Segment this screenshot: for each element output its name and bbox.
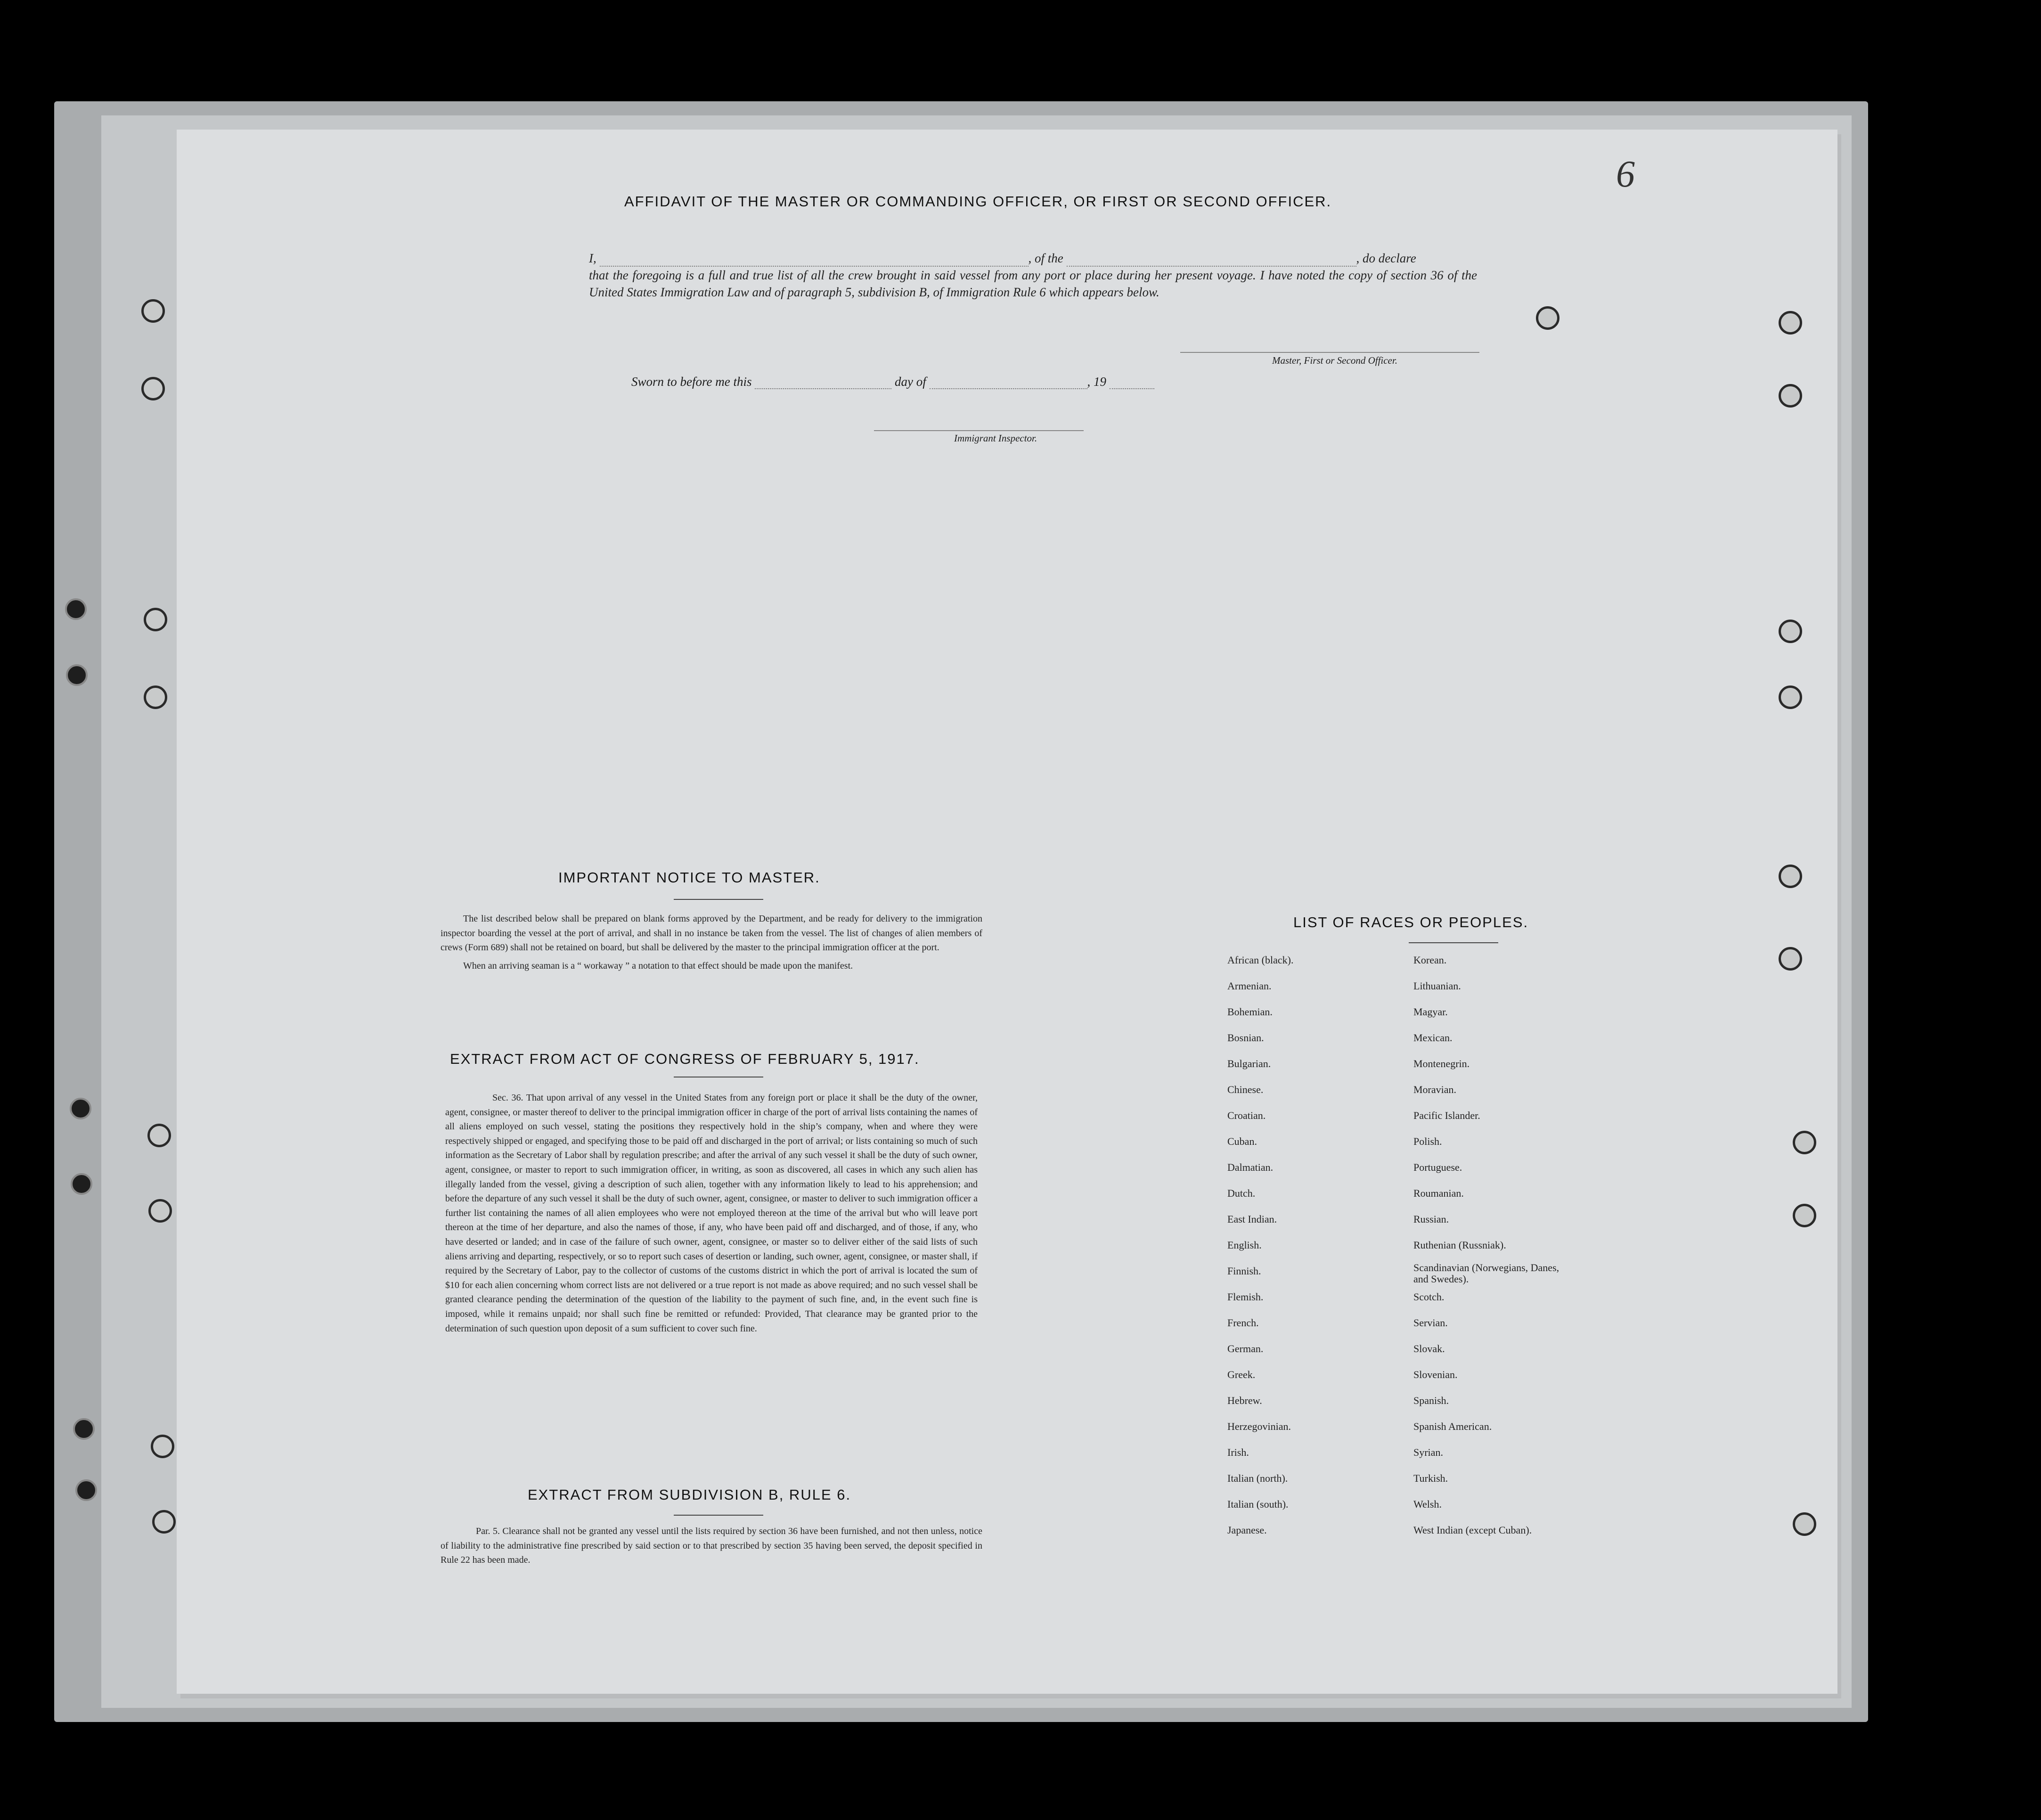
master-name-field[interactable] bbox=[600, 253, 1029, 267]
ring-hole bbox=[1793, 1131, 1816, 1154]
race-item: Irish. bbox=[1227, 1446, 1249, 1458]
act-extract-body bbox=[445, 1091, 978, 1339]
race-item: Turkish. bbox=[1413, 1472, 1448, 1484]
race-item: German. bbox=[1227, 1343, 1264, 1355]
sworn-line bbox=[631, 375, 1154, 389]
race-item: Montenegrin. bbox=[1413, 1058, 1470, 1069]
ring-hole bbox=[141, 299, 165, 323]
rule-extract-body bbox=[441, 1524, 982, 1571]
race-item: Polish. bbox=[1413, 1135, 1442, 1147]
race-item: English. bbox=[1227, 1239, 1262, 1251]
race-item: Herzegovinian. bbox=[1227, 1420, 1291, 1432]
race-item: Portuguese. bbox=[1413, 1161, 1462, 1173]
ring-hole bbox=[1779, 620, 1802, 643]
sworn-month-field[interactable] bbox=[930, 375, 1087, 389]
race-item: Bosnian. bbox=[1227, 1032, 1264, 1044]
race-item: Moravian. bbox=[1413, 1084, 1457, 1095]
affidavit-statement bbox=[589, 250, 1477, 301]
ring-hole bbox=[1779, 865, 1802, 888]
affidavit-title: AFFIDAVIT OF THE MASTER OR COMMANDING OFFICER, OR FIRST OR SECOND OFFICER. bbox=[624, 193, 1332, 210]
binder-hole bbox=[71, 1173, 92, 1195]
ring-hole bbox=[141, 377, 165, 400]
race-item: Spanish American. bbox=[1413, 1420, 1492, 1432]
race-item: African (black). bbox=[1227, 954, 1294, 966]
race-item: Greek. bbox=[1227, 1369, 1256, 1380]
year-prefix: , 19 bbox=[1087, 375, 1106, 389]
section-36-text: Sec. 36. That upon arrival of any vessel in the United States from any foreign port or place it shall be the duty of the owner, agent, consignee, or master thereof to deliver to the principal immigration officer in charge of the port of arrival lists containing the names of all aliens employed on such vessel, stating the positions they respectively hold in the ship’s company, when and where they were respectively shipped or engaged, and specifying those to be paid off and discharged in the port of arrival; or lists containing so much of such information as the Secretary of Labor shall by regulation prescribe; and after the arrival of any such vessel it shall be the duty of such owner, agent, consignee, or master to report to such immigration officer, in writing, as soon as discovered, all cases in which any such alien has illegally landed from the vessel, giving a description of such alien, together with any information likely to lead to his apprehension; and before the departure of any such vessel it shall be the duty of such owner, agent, consignee, or master to deliver to such immigration officer a further list containing the names of all alien employees who were not employed thereon at the time of the arrival but who will leave port thereon at the time of her departure, and also the names of those, if any, who have been paid off and discharged, and of those, if any, who have deserted or landed; and in case of the failure of such owner, agent, consignee, or master so to deliver either of the said lists of such aliens arriving and departing, respectively, or so to report such cases of desertion or landing, such owner, agent, consignee, or master shall, if required by the Secretary of Labor, pay to the collector of customs of the customs district in which the port of arrival is located the sum of $10 for each alien concerning whom correct lists are not delivered or a true report is not made as above required; and no such vessel shall be granted clearance pending the determination of the question of the liability to the payment of such fine, and, in the event such fine is imposed, while it remains unpaid; nor shall such fine be remitted or refunded: Provided, That clearance may be granted prior to the determination of such question upon deposit of a sum sufficient to cover such fine. bbox=[445, 1093, 978, 1334]
race-item: Flemish. bbox=[1227, 1291, 1264, 1303]
race-item: Armenian. bbox=[1227, 980, 1272, 992]
race-item: Korean. bbox=[1413, 954, 1447, 966]
binder-hole bbox=[70, 1098, 91, 1119]
ring-hole bbox=[1779, 686, 1802, 709]
race-item: Italian (south). bbox=[1227, 1498, 1289, 1510]
act-extract-title: EXTRACT FROM ACT OF CONGRESS OF FEBRUARY 5, 1917. bbox=[450, 1051, 920, 1067]
race-item: Bohemian. bbox=[1227, 1006, 1273, 1018]
binder-hole bbox=[75, 1479, 97, 1501]
vessel-name-field[interactable] bbox=[1067, 253, 1356, 267]
form-sheet bbox=[177, 130, 1837, 1694]
race-item: French. bbox=[1227, 1317, 1259, 1329]
ring-hole bbox=[1779, 384, 1802, 408]
race-item: Pacific Islander. bbox=[1413, 1110, 1480, 1121]
notice-paragraph-1: The list described below shall be prepared on blank forms approved by the Department, and be ready for delivery to the immigration inspector boarding the vessel at the port of arrival, and shall in no instance be taken from the vessel. The list of changes of alien members of crews (Form 689) shall not be retained on board, but shall be delivered by the master to the principal immigration officer at the port. bbox=[441, 914, 982, 953]
sworn-text: Sworn to before me this bbox=[631, 375, 752, 389]
rule-extract-title: EXTRACT FROM SUBDIVISION B, RULE 6. bbox=[528, 1486, 851, 1503]
race-item: Slovak. bbox=[1413, 1343, 1445, 1355]
ring-hole bbox=[147, 1124, 171, 1147]
race-item: Chinese. bbox=[1227, 1084, 1264, 1095]
ring-hole bbox=[1779, 311, 1802, 335]
notice-body bbox=[441, 912, 982, 977]
affidavit-do-declare: , do declare bbox=[1356, 251, 1416, 265]
ring-hole bbox=[144, 686, 167, 709]
race-item: Spanish. bbox=[1413, 1395, 1449, 1406]
notice-paragraph-2: When an arriving seaman is a “ workaway ” a notation to that effect should be made upon the manifest. bbox=[463, 960, 853, 971]
race-item: Scotch. bbox=[1413, 1291, 1445, 1303]
handwritten-page-mark: 6 bbox=[1616, 154, 1635, 195]
race-item: Roumanian. bbox=[1413, 1187, 1464, 1199]
race-item: Dalmatian. bbox=[1227, 1161, 1274, 1173]
day-of-text: day of bbox=[895, 375, 926, 389]
race-item: Finnish. bbox=[1227, 1265, 1261, 1277]
sworn-year-field[interactable] bbox=[1110, 375, 1154, 389]
inspector-signature-line[interactable] bbox=[874, 430, 1084, 431]
races-title-rule bbox=[1409, 942, 1498, 943]
ring-hole bbox=[1793, 1512, 1816, 1536]
ring-hole bbox=[1793, 1204, 1816, 1227]
ring-hole bbox=[152, 1510, 176, 1534]
race-item: Lithuanian. bbox=[1413, 980, 1461, 992]
signature-line[interactable] bbox=[1180, 352, 1479, 353]
races-title: LIST OF RACES OR PEOPLES. bbox=[1293, 914, 1529, 930]
affidavit-of-the: , of the bbox=[1028, 251, 1063, 265]
race-item: Welsh. bbox=[1413, 1498, 1442, 1510]
binder-hole bbox=[73, 1418, 95, 1440]
race-item: Mexican. bbox=[1413, 1032, 1453, 1044]
race-item: East Indian. bbox=[1227, 1213, 1277, 1225]
notice-title: IMPORTANT NOTICE TO MASTER. bbox=[558, 869, 820, 886]
race-item: Hebrew. bbox=[1227, 1395, 1262, 1406]
race-item: West Indian (except Cuban). bbox=[1413, 1524, 1532, 1536]
sworn-day-field[interactable] bbox=[755, 375, 891, 389]
ring-hole bbox=[144, 608, 167, 631]
signature-caption: Master, First or Second Officer. bbox=[1272, 355, 1397, 366]
ring-hole bbox=[151, 1435, 174, 1458]
ring-hole bbox=[148, 1199, 172, 1223]
affidavit-body: that the foregoing is a full and true list of all the crew brought in said vessel from any port or place during her present voyage. I have noted the copy of section 36 of the United States Immigration Law and of paragraph 5, subdivision B, of Immigration Rule 6 which appears below. bbox=[589, 268, 1477, 299]
race-item: Russian. bbox=[1413, 1213, 1449, 1225]
paragraph-5-text: Par. 5. Clearance shall not be granted any vessel until the lists required by section 36 have been furnished, and not then unless, notice of liability to the administrative fine prescribed by said section or to that prescribed by section 35 having been served, the deposit specified in Rule 22 has been made. bbox=[441, 1526, 982, 1566]
race-item: Scandinavian (Norwegians, Danes, and Swedes). bbox=[1413, 1262, 1559, 1285]
race-item: Cuban. bbox=[1227, 1135, 1257, 1147]
binder-hole bbox=[65, 598, 87, 620]
affidavit-i: I, bbox=[589, 251, 596, 265]
binder-hole bbox=[66, 664, 88, 686]
race-item: Italian (north). bbox=[1227, 1472, 1288, 1484]
race-item: Syrian. bbox=[1413, 1446, 1443, 1458]
inspector-caption: Immigrant Inspector. bbox=[954, 433, 1037, 444]
race-item: Magyar. bbox=[1413, 1006, 1448, 1018]
rule-extract-title-rule bbox=[674, 1515, 763, 1516]
race-item: Japanese. bbox=[1227, 1524, 1267, 1536]
ring-hole bbox=[1536, 306, 1559, 330]
notice-title-rule bbox=[674, 899, 763, 900]
race-item: Bulgarian. bbox=[1227, 1058, 1271, 1069]
race-item: Servian. bbox=[1413, 1317, 1448, 1329]
race-item: Croatian. bbox=[1227, 1110, 1266, 1121]
race-item: Dutch. bbox=[1227, 1187, 1256, 1199]
race-item: Slovenian. bbox=[1413, 1369, 1458, 1380]
race-item: Ruthenian (Russniak). bbox=[1413, 1239, 1506, 1251]
ring-hole bbox=[1779, 947, 1802, 971]
